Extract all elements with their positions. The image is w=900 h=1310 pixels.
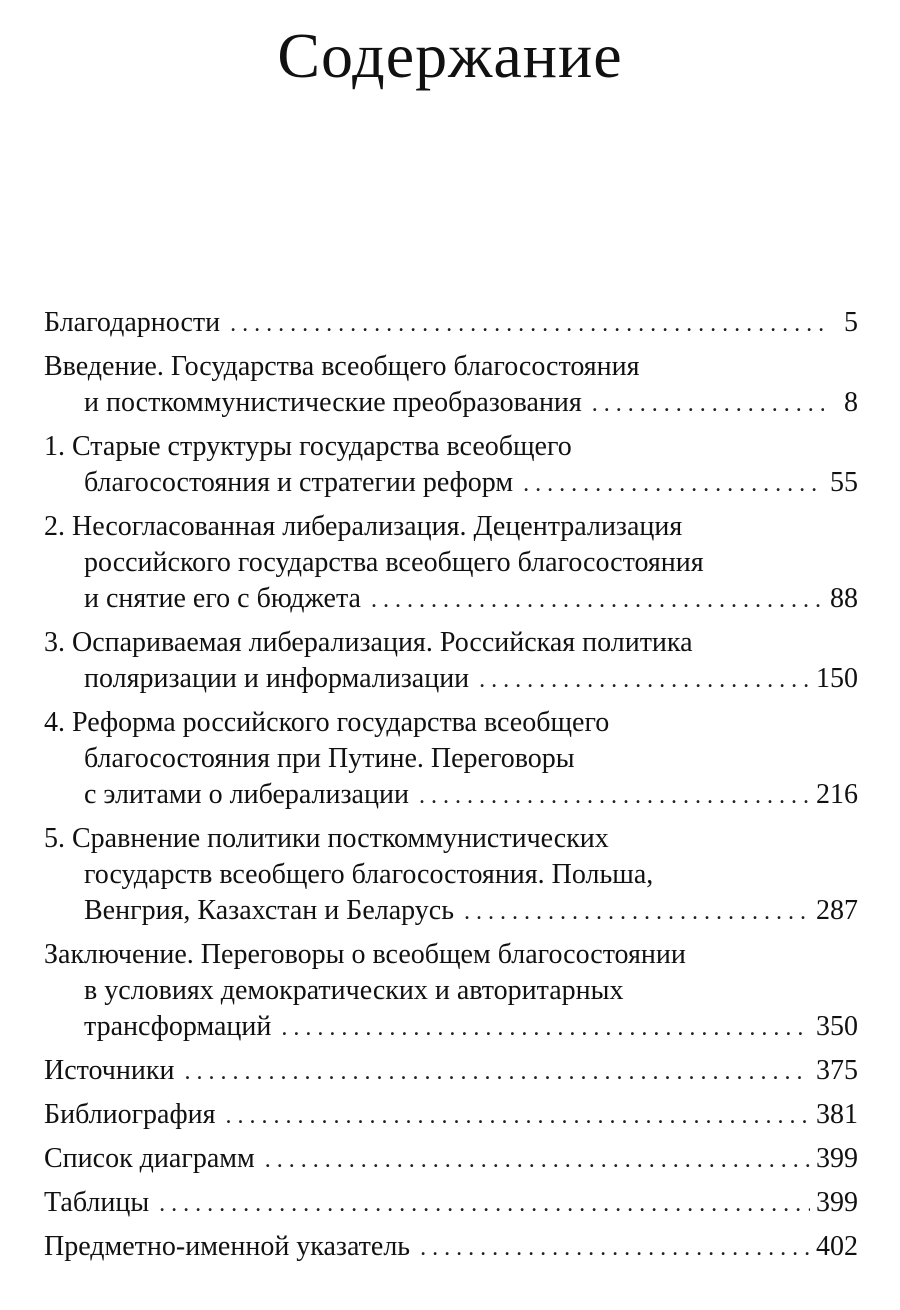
dot-leader	[230, 306, 824, 342]
toc-entry-title-line: Список диаграмм	[44, 1143, 255, 1174]
toc-entry-last-line	[44, 1141, 858, 1177]
toc-entry[interactable]	[44, 937, 858, 1045]
toc-entry-title-line: Венгрия, Казахстан и Беларусь	[84, 895, 454, 926]
toc-entry-title-line: благосостояния и стратегии реформ	[84, 467, 514, 498]
toc-entry-title-line: и посткоммунистические преобразования	[84, 387, 582, 418]
toc-entry-title-line: Предметно-именной указатель	[44, 1231, 411, 1262]
toc-entry-title-line: 2. Несогласованная либерализация. Децентрализация	[44, 511, 683, 542]
toc-entry[interactable]	[44, 625, 858, 697]
toc-page-number: 399	[816, 1143, 858, 1174]
toc-page-number: 150	[816, 663, 858, 694]
toc-entry-title-line: с элитами о либерализации	[84, 779, 409, 810]
toc-entry-last-line	[44, 1229, 858, 1265]
dot-leader	[479, 662, 810, 698]
toc-entry-title-line: поляризации и информализации	[84, 663, 470, 694]
toc-entry[interactable]	[44, 349, 858, 421]
toc-entry[interactable]	[44, 705, 858, 813]
toc-entry[interactable]	[44, 305, 858, 341]
toc-entry-title-line: Библиография	[44, 1099, 216, 1130]
toc-page-number: 381	[816, 1099, 858, 1130]
dot-leader	[464, 894, 810, 930]
dot-leader	[420, 1230, 810, 1266]
toc-entry-title-line: российского государства всеобщего благосостояния	[84, 547, 704, 578]
toc-entry-last-line	[44, 385, 858, 421]
toc-entry-title-line: 3. Оспариваемая либерализация. Российская политика	[44, 627, 693, 658]
toc-entry[interactable]	[44, 1097, 858, 1133]
toc-entry-last-line	[44, 465, 858, 501]
table-of-contents	[44, 305, 858, 1273]
toc-entry[interactable]	[44, 1141, 858, 1177]
toc-entry-last-line	[44, 1097, 858, 1133]
toc-entry-title-line: государств всеобщего благосостояния. Польша,	[84, 859, 654, 890]
dot-leader	[371, 582, 824, 618]
toc-entry-last-line	[44, 893, 858, 929]
dot-leader	[592, 386, 824, 422]
toc-entry-title-line: в условиях демократических и авторитарных	[84, 975, 624, 1006]
toc-entry-title-line: благосостояния при Путине. Переговоры	[84, 743, 575, 774]
toc-entry[interactable]	[44, 429, 858, 501]
toc-entry-title-line: Источники	[44, 1055, 175, 1086]
toc-page-number: 5	[844, 307, 858, 338]
dot-leader	[419, 778, 810, 814]
toc-entry[interactable]	[44, 821, 858, 929]
toc-entry-title-line: Таблицы	[44, 1187, 150, 1218]
toc-entry-last-line	[44, 1009, 858, 1045]
toc-entry-title-line: 5. Сравнение политики посткоммунистических	[44, 823, 609, 854]
toc-entry-last-line	[44, 1053, 858, 1089]
toc-entry-last-line	[44, 1185, 858, 1221]
toc-page-number: 55	[830, 467, 858, 498]
toc-page-number: 8	[844, 387, 858, 418]
toc-entry[interactable]	[44, 1229, 858, 1265]
page-title: Содержание	[277, 20, 623, 91]
dot-leader	[226, 1098, 811, 1134]
toc-entry[interactable]	[44, 509, 858, 617]
toc-entry-title-line: 1. Старые структуры государства всеобщего	[44, 431, 572, 462]
toc-entry[interactable]	[44, 1053, 858, 1089]
toc-page-number: 350	[816, 1011, 858, 1042]
toc-page-number: 402	[816, 1231, 858, 1262]
dot-leader	[184, 1054, 810, 1090]
toc-page-number: 216	[816, 779, 858, 810]
toc-entry[interactable]	[44, 1185, 858, 1221]
toc-page-number: 375	[816, 1055, 858, 1086]
dot-leader	[159, 1186, 810, 1222]
toc-page-number: 399	[816, 1187, 858, 1218]
toc-page-number: 88	[830, 583, 858, 614]
toc-entry-last-line	[44, 305, 858, 341]
dot-leader	[265, 1142, 810, 1178]
toc-entry-last-line	[44, 581, 858, 617]
dot-leader	[523, 466, 824, 502]
toc-entry-last-line	[44, 661, 858, 697]
toc-page-number: 287	[816, 895, 858, 926]
toc-entry-last-line	[44, 777, 858, 813]
toc-entry-title-line: и снятие его с бюджета	[84, 583, 361, 614]
toc-entry-title-line: трансформаций	[84, 1011, 272, 1042]
toc-entry-title-line: Заключение. Переговоры о всеобщем благосостоянии	[44, 939, 686, 970]
toc-entry-title-line: Введение. Государства всеобщего благосостояния	[44, 351, 640, 382]
toc-entry-title-line: 4. Реформа российского государства всеобщего	[44, 707, 610, 738]
toc-entry-title-line: Благодарности	[44, 307, 221, 338]
dot-leader	[281, 1010, 810, 1046]
